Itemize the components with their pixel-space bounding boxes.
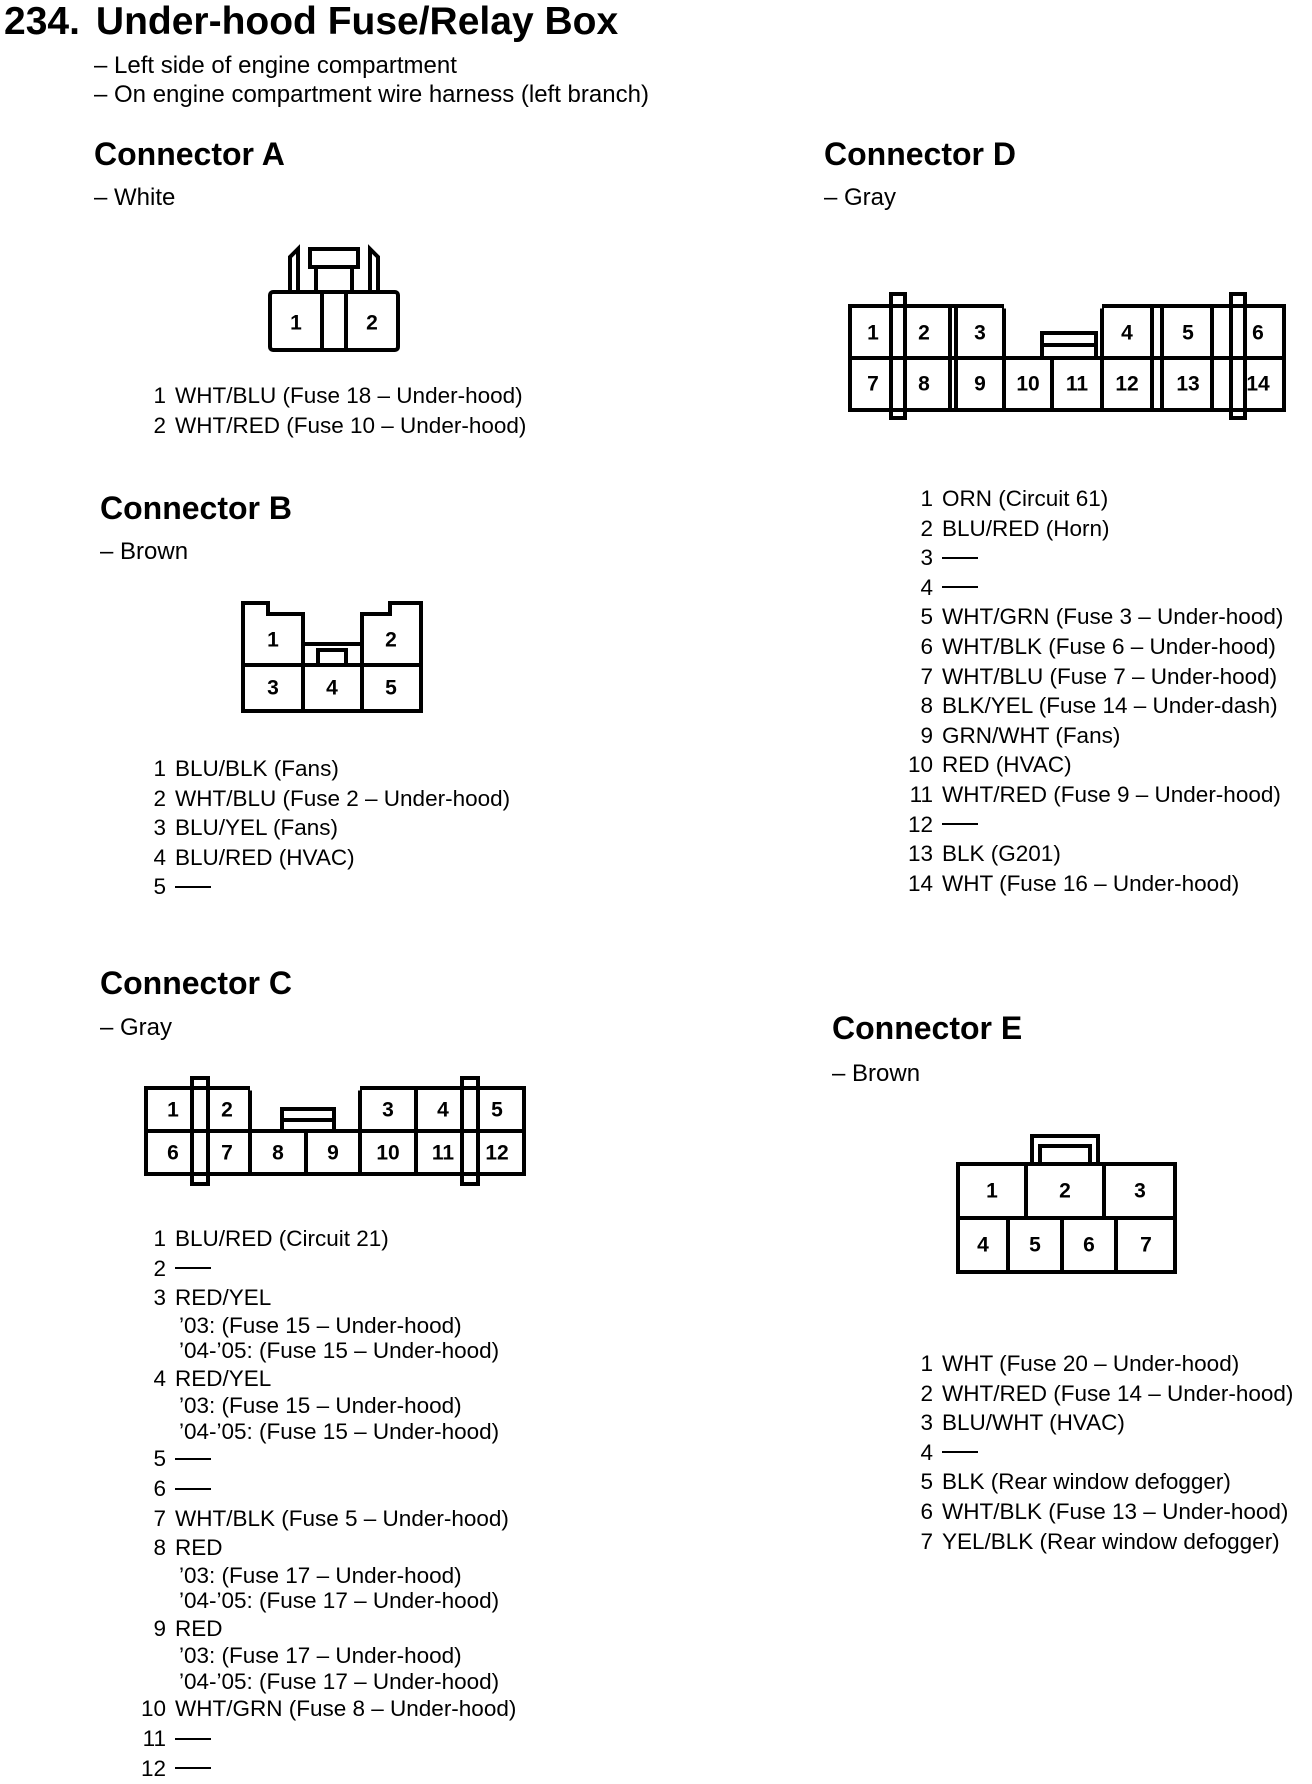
pin-number: 2	[920, 515, 933, 541]
connector-b-pin-row	[137, 754, 510, 784]
pin-number: 12	[907, 811, 933, 837]
pin-number: 2	[920, 1380, 933, 1406]
pin-number: 9	[920, 722, 933, 748]
location-line-1: – Left side of engine compartment	[94, 52, 457, 79]
pin-description: WHT (Fuse 20 – Under-hood)	[942, 1351, 1240, 1376]
pin-description: RED/YEL	[175, 1285, 272, 1311]
connector-c-color: – Gray	[100, 1014, 173, 1041]
connector-d-pin-row	[904, 691, 1283, 721]
pin-description: BLK (Rear window defogger)	[942, 1469, 1231, 1495]
pin-description: RED	[175, 1535, 223, 1561]
connector-e-cavity-label: 7	[1140, 1233, 1152, 1257]
pin-number: 1	[920, 1351, 933, 1376]
pin-number: 13	[907, 841, 933, 867]
connector-d-pin-row	[904, 602, 1283, 632]
connector-a-cavity-label: 2	[366, 311, 378, 335]
connector-b-cavity-label: 1	[267, 628, 279, 652]
pin-number: 4	[153, 844, 166, 870]
connector-b-pin-row	[137, 784, 510, 814]
connector-d-cavity-label: 8	[918, 372, 930, 396]
connector-e-pin-row	[904, 1467, 1293, 1497]
connector-a-pin-row	[137, 381, 526, 411]
connector-d-cavity-label: 4	[1121, 321, 1133, 345]
pin-description: RED (HVAC)	[942, 752, 1072, 778]
connector-d-pin-row	[904, 750, 1283, 780]
connector-d-pin-row	[904, 484, 1283, 514]
connector-d-cavity-label: 14	[1246, 372, 1270, 396]
pin-number: 9	[153, 1615, 166, 1641]
connector-b-title: Connector B	[100, 490, 292, 526]
pin-description: WHT/BLK (Fuse 5 – Under-hood)	[175, 1505, 509, 1531]
connector-d-diagram	[846, 288, 1286, 423]
connector-d-cavity-label: 6	[1252, 321, 1264, 345]
connector-d-pin-row	[904, 543, 1283, 573]
connector-b-cavity-label: 4	[326, 676, 338, 700]
connector-c-cavity-label: 5	[491, 1098, 503, 1122]
pin-number: 7	[920, 663, 933, 689]
connector-d-pin-row	[904, 839, 1283, 869]
pin-description: WHT/BLU (Fuse 2 – Under-hood)	[175, 785, 511, 811]
pin-number: 5	[920, 604, 933, 630]
page-number: 234.	[4, 0, 80, 43]
connector-c-cavity-label: 8	[272, 1141, 284, 1165]
pin-unused-dash	[175, 1474, 211, 1504]
pin-sub-note: ’04-’05: (Fuse 17 – Under-hood)	[179, 1668, 500, 1694]
pin-sub-note: ’03: (Fuse 17 – Under-hood)	[179, 1562, 462, 1588]
connector-b-color: – Brown	[100, 538, 189, 565]
pin-number: 10	[907, 752, 933, 778]
pin-number: 12	[140, 1755, 166, 1781]
pin-unused-dash	[942, 810, 978, 840]
connector-d-cavity-label: 13	[1176, 372, 1200, 396]
pin-description: WHT/BLK (Fuse 6 – Under-hood)	[942, 633, 1276, 659]
page-title	[4, 0, 618, 44]
pin-description: BLK (G201)	[942, 841, 1061, 867]
connector-d-cavity-label: 10	[1016, 372, 1040, 396]
pin-description: WHT/RED (Fuse 9 – Under-hood)	[942, 781, 1281, 807]
connector-e-pin-row	[904, 1438, 1293, 1468]
connector-d-pin-list	[904, 484, 1283, 898]
connector-c-pin-row	[137, 1254, 516, 1284]
pin-description: BLU/YEL (Fans)	[175, 815, 338, 841]
pin-number: 5	[153, 874, 166, 900]
connector-e-cavity-label: 5	[1029, 1233, 1041, 1257]
connector-c-pin-row	[137, 1754, 516, 1784]
connector-d-cavity-label: 12	[1115, 372, 1139, 396]
pin-number: 2	[153, 785, 166, 811]
pin-description: WHT/GRN (Fuse 3 – Under-hood)	[942, 604, 1284, 630]
pin-sub-note: ’04-’05: (Fuse 15 – Under-hood)	[179, 1338, 500, 1364]
pin-description: WHT/RED (Fuse 10 – Under-hood)	[175, 412, 527, 438]
connector-c-cavity-label: 11	[431, 1141, 455, 1165]
pin-description: BLU/RED (Horn)	[942, 515, 1110, 541]
connector-e-cavity-label: 2	[1059, 1179, 1071, 1203]
connector-d-pin-row	[904, 632, 1283, 662]
pin-number: 11	[909, 781, 933, 807]
pin-unused-dash	[175, 1444, 211, 1474]
pin-number: 3	[153, 815, 166, 841]
connector-d-cavity-label: 11	[1065, 372, 1089, 396]
pin-number: 8	[920, 693, 933, 719]
unused-dash-icon	[175, 1458, 211, 1460]
pin-number: 4	[153, 1365, 166, 1391]
connector-c-pin-row	[137, 1364, 516, 1394]
pin-number: 1	[153, 383, 166, 408]
pin-description: ORN (Circuit 61)	[942, 486, 1109, 511]
connector-d-title: Connector D	[824, 136, 1016, 172]
connector-c-diagram	[142, 1068, 532, 1193]
pin-number: 6	[920, 1498, 933, 1524]
connector-d-pin-row	[904, 780, 1283, 810]
connector-b-cavity-label: 2	[385, 628, 397, 652]
pin-number: 3	[153, 1285, 166, 1311]
connector-c-cavity-label: 9	[327, 1141, 339, 1165]
unused-dash-icon	[175, 1767, 211, 1769]
unused-dash-icon	[942, 1451, 978, 1453]
connector-a-pin-list	[137, 381, 526, 440]
connector-e-pin-row	[904, 1408, 1293, 1438]
connector-c-cavity-label: 10	[376, 1141, 400, 1165]
pin-description: WHT/BLU (Fuse 7 – Under-hood)	[942, 663, 1278, 689]
connector-c-pin-row	[137, 1694, 516, 1724]
pin-unused-dash	[175, 1254, 211, 1284]
connector-b-cavity-label: 3	[267, 676, 279, 700]
pin-sub-note: ’03: (Fuse 17 – Under-hood)	[179, 1643, 462, 1669]
connector-c-title: Connector C	[100, 965, 292, 1001]
connector-e-pin-list	[904, 1349, 1293, 1556]
pin-description: BLU/RED (HVAC)	[175, 844, 355, 870]
connector-a-pin-row	[137, 411, 526, 441]
connector-c-pin-row	[137, 1224, 516, 1254]
connector-d-color: – Gray	[824, 184, 897, 211]
pin-description: GRN/WHT (Fans)	[942, 722, 1121, 748]
pin-description: WHT/BLU (Fuse 18 – Under-hood)	[175, 383, 523, 408]
connector-b-pin-row	[137, 813, 510, 843]
connector-c-pin-row	[137, 1724, 516, 1754]
connector-c-cavity-label: 1	[167, 1098, 179, 1122]
connector-c-cavity-label: 6	[167, 1141, 179, 1165]
connector-c-pin-row	[137, 1474, 516, 1504]
connector-c-pin-row	[137, 1504, 516, 1534]
unused-dash-icon	[175, 886, 211, 888]
connector-c-pin-row	[137, 1533, 516, 1563]
connector-e-cavity-label: 6	[1083, 1233, 1095, 1257]
connector-e-diagram	[954, 1132, 1184, 1277]
pin-number: 4	[920, 574, 933, 600]
connector-c-pin-row	[137, 1283, 516, 1313]
pin-unused-dash	[942, 573, 978, 603]
pin-description: BLK/YEL (Fuse 14 – Under-dash)	[942, 693, 1278, 719]
pin-number: 1	[153, 1226, 166, 1251]
connector-c-cavity-label: 12	[485, 1141, 509, 1165]
pin-sub-note: ’04-’05: (Fuse 17 – Under-hood)	[179, 1588, 500, 1614]
connector-d-pin-row	[904, 721, 1283, 751]
location-line-2: – On engine compartment wire harness (left branch)	[94, 81, 649, 108]
pin-unused-dash	[942, 543, 978, 573]
connector-b-pin-list	[137, 754, 510, 902]
pin-description: WHT/BLK (Fuse 13 – Under-hood)	[942, 1498, 1289, 1524]
connector-d-pin-row	[904, 573, 1283, 603]
pin-sub-note: ’03: (Fuse 15 – Under-hood)	[179, 1393, 462, 1419]
connector-e-title: Connector E	[832, 1010, 1023, 1046]
connector-e-cavity-label: 1	[986, 1179, 998, 1203]
unused-dash-icon	[942, 823, 978, 825]
connector-d-pin-row	[904, 810, 1283, 840]
pin-description: BLU/WHT (HVAC)	[942, 1410, 1125, 1436]
connector-e-color: – Brown	[832, 1060, 921, 1087]
pin-unused-dash	[175, 1754, 211, 1784]
connector-c-cavity-label: 3	[382, 1098, 394, 1122]
connector-e-cavity-label: 4	[977, 1233, 989, 1257]
pin-number: 8	[153, 1535, 166, 1561]
pin-unused-dash	[942, 1438, 978, 1468]
pin-unused-dash	[175, 872, 211, 902]
pin-number: 4	[920, 1439, 933, 1465]
pin-sub-note: ’04-’05: (Fuse 15 – Under-hood)	[179, 1418, 500, 1444]
pin-number: 1	[153, 756, 166, 781]
unused-dash-icon	[175, 1738, 211, 1740]
connector-b-pin-row	[137, 843, 510, 873]
pin-number: 3	[920, 545, 933, 571]
connector-e-cavity-label: 3	[1134, 1179, 1146, 1203]
connector-d-cavity-label: 7	[867, 372, 879, 396]
pin-description: BLU/BLK (Fans)	[175, 756, 339, 781]
pin-number: 3	[920, 1410, 933, 1436]
pin-sub-note: ’03: (Fuse 15 – Under-hood)	[179, 1312, 462, 1338]
pin-number: 6	[920, 633, 933, 659]
connector-c-pin-row	[137, 1614, 516, 1644]
pin-number: 7	[920, 1528, 933, 1554]
pin-description: WHT (Fuse 16 – Under-hood)	[942, 870, 1240, 896]
pin-description: BLU/RED (Circuit 21)	[175, 1226, 389, 1251]
connector-d-pin-row	[904, 662, 1283, 692]
unused-dash-icon	[942, 557, 978, 559]
pin-description: RED/YEL	[175, 1365, 272, 1391]
pin-number: 10	[140, 1696, 166, 1722]
connector-b-pin-row	[137, 872, 510, 902]
pin-number: 2	[153, 412, 166, 438]
connector-d-pin-row	[904, 869, 1283, 899]
pin-description: WHT/RED (Fuse 14 – Under-hood)	[942, 1380, 1294, 1406]
connector-a-cavity-label: 1	[290, 311, 302, 335]
pin-number: 7	[153, 1505, 166, 1531]
connector-c-cavity-label: 7	[221, 1141, 233, 1165]
connector-d-cavity-label: 5	[1182, 321, 1194, 345]
connector-d-cavity-label: 1	[867, 321, 879, 345]
connector-c-pin-row	[137, 1444, 516, 1474]
connector-b-diagram	[240, 600, 430, 715]
connector-c-cavity-label: 4	[437, 1098, 449, 1122]
connector-e-pin-row	[904, 1349, 1293, 1379]
pin-description: RED	[175, 1615, 223, 1641]
connector-c-pin-list	[137, 1224, 516, 1783]
pin-number: 5	[920, 1469, 933, 1495]
page-title-text: Under-hood Fuse/Relay Box	[95, 0, 619, 43]
connector-c-cavity-label: 2	[221, 1098, 233, 1122]
connector-a-title: Connector A	[94, 136, 285, 172]
connector-d-cavity-label: 9	[974, 372, 986, 396]
pin-description: YEL/BLK (Rear window defogger)	[942, 1528, 1280, 1554]
pin-number: 6	[153, 1475, 166, 1501]
pin-number: 2	[153, 1255, 166, 1281]
unused-dash-icon	[175, 1488, 211, 1490]
connector-e-pin-row	[904, 1379, 1293, 1409]
connector-d-cavity-label: 3	[974, 321, 986, 345]
pin-number: 14	[907, 870, 933, 896]
connector-e-pin-row	[904, 1497, 1293, 1527]
pin-unused-dash	[175, 1724, 211, 1754]
unused-dash-icon	[942, 586, 978, 588]
unused-dash-icon	[175, 1267, 211, 1269]
connector-e-pin-row	[904, 1527, 1293, 1557]
pin-number: 1	[920, 486, 933, 511]
connector-b-cavity-label: 5	[385, 676, 397, 700]
connector-a-color: – White	[94, 184, 176, 211]
connector-a-diagram	[260, 247, 410, 352]
connector-d-pin-row	[904, 514, 1283, 544]
pin-number: 11	[142, 1725, 166, 1751]
connector-d-cavity-label: 2	[918, 321, 930, 345]
pin-number: 5	[153, 1446, 166, 1472]
pin-description: WHT/GRN (Fuse 8 – Under-hood)	[175, 1696, 517, 1722]
